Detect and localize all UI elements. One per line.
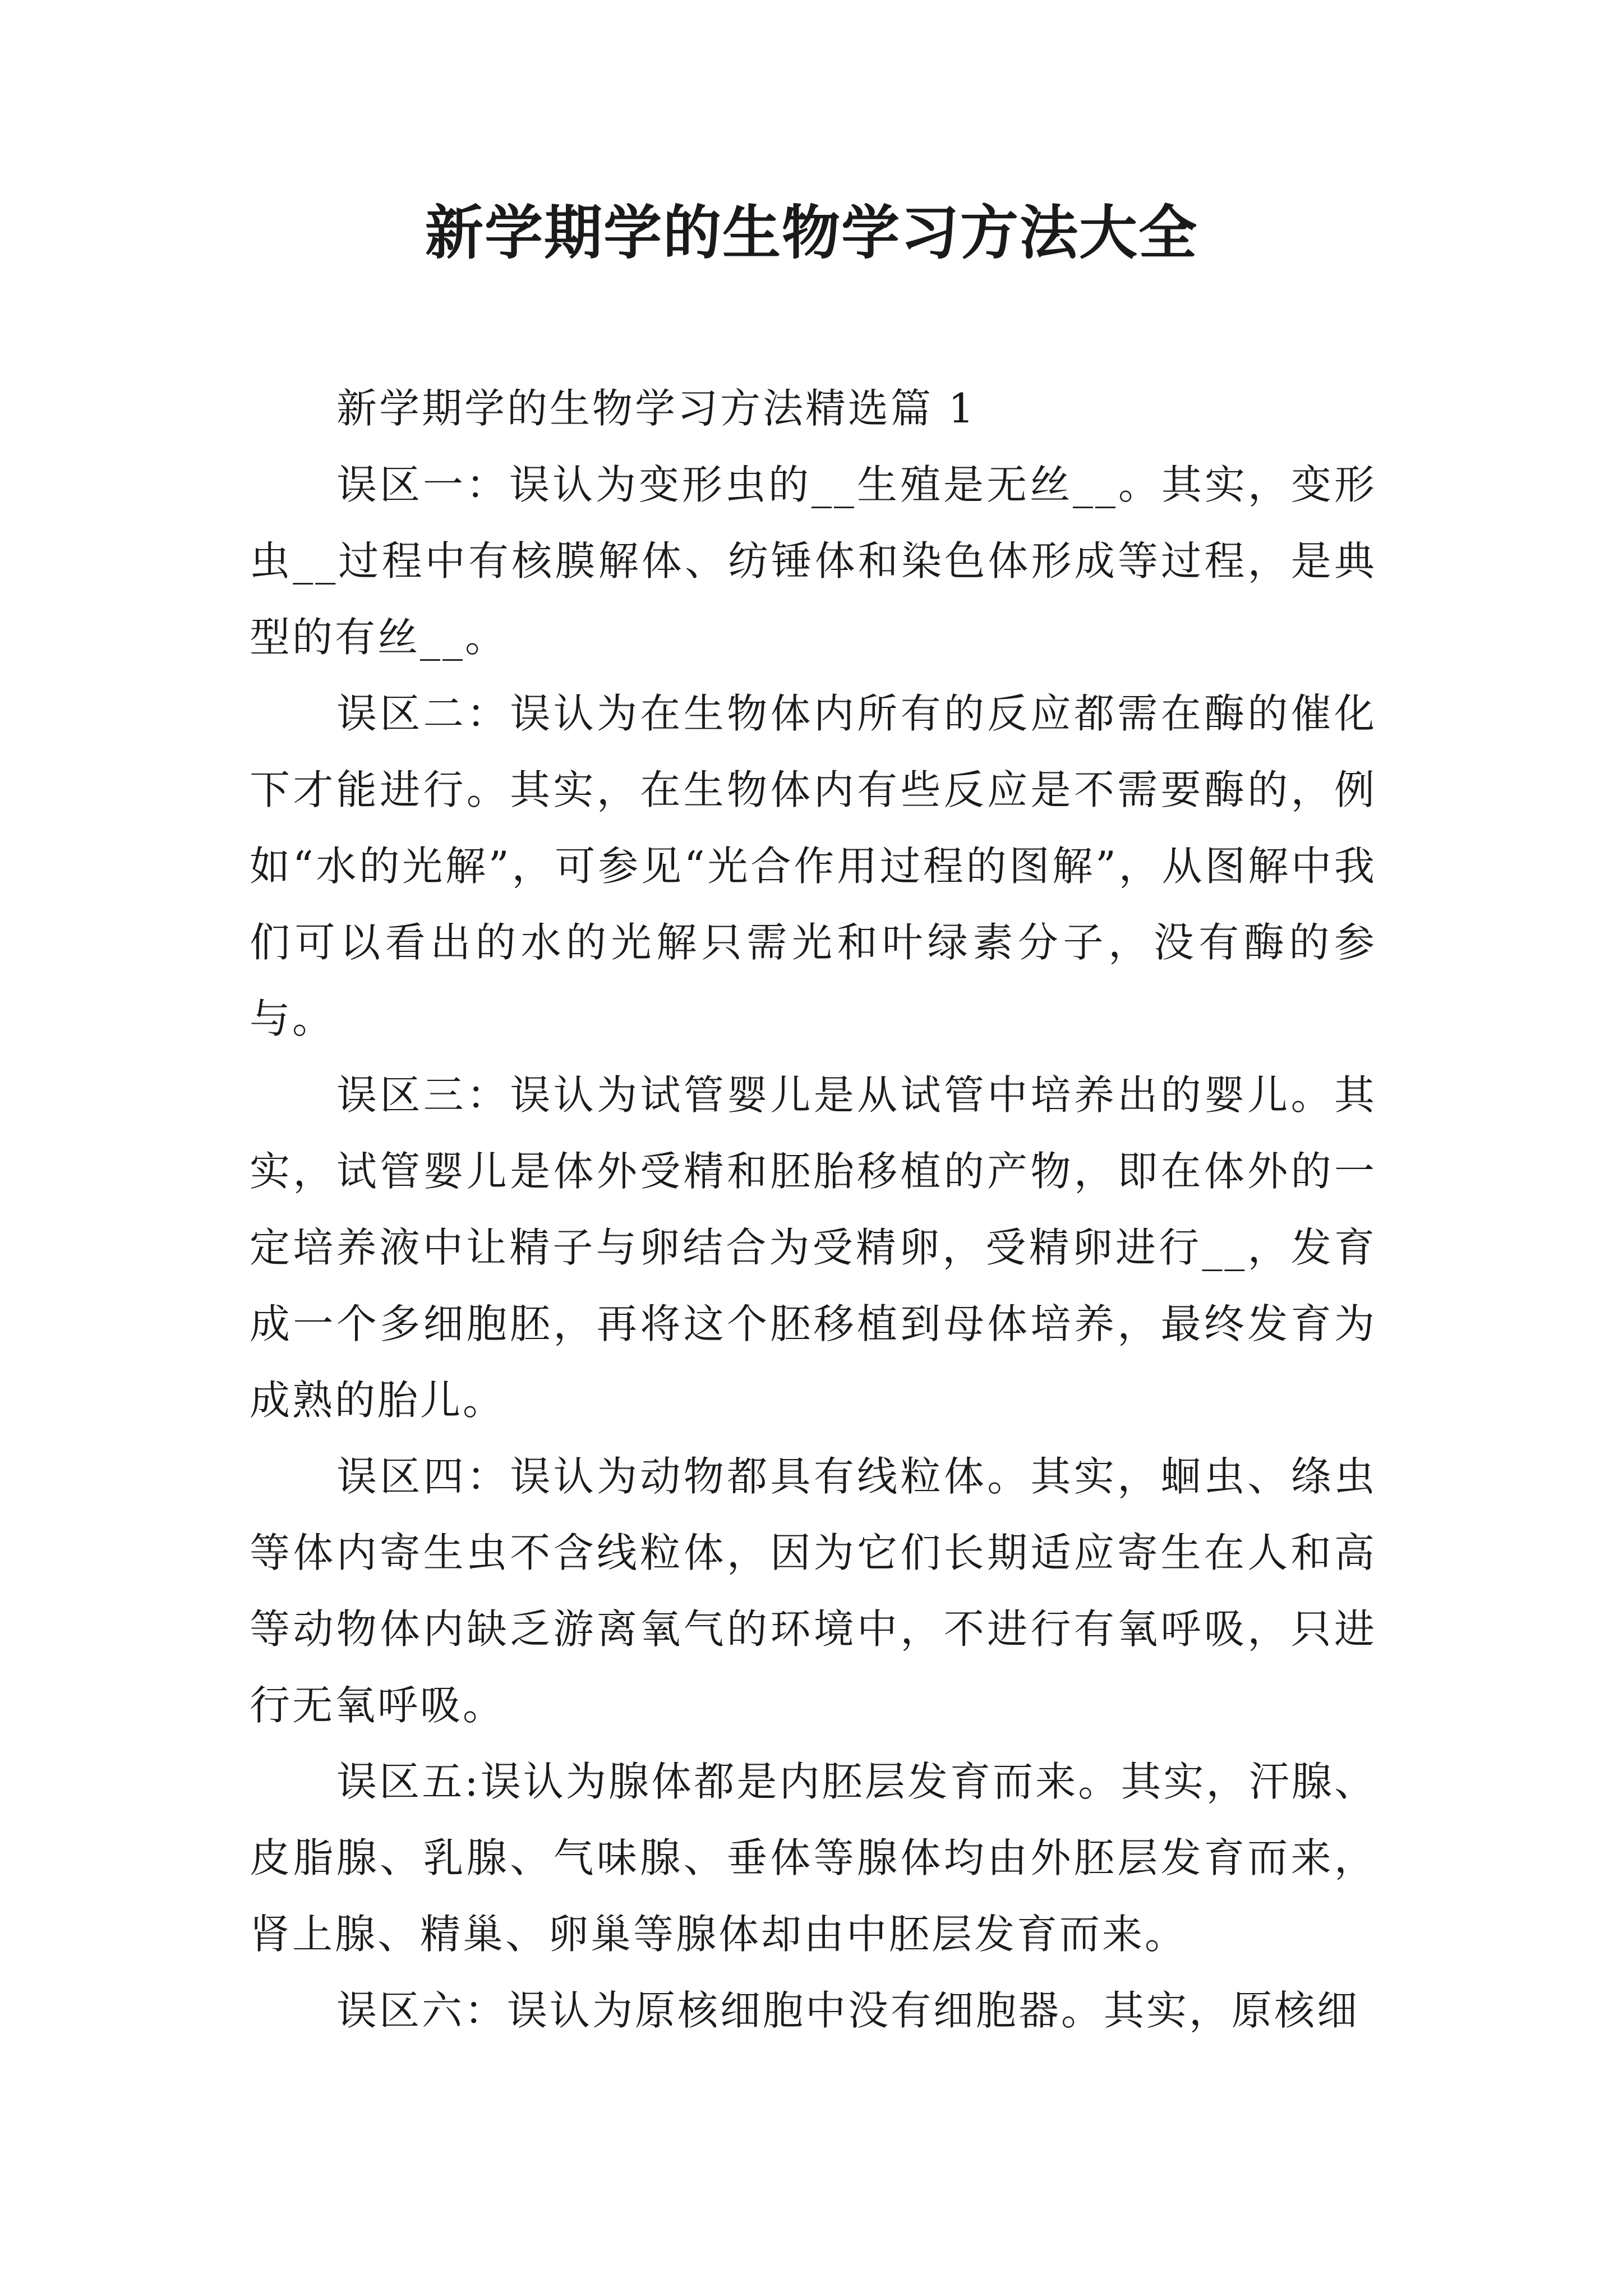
paragraph-misconception-3: 误区三：误认为试管婴儿是从试管中培养出的婴儿。其实，试管婴儿是体外受精和胚胎移植的产物，即在体外的一定培养液中让精子与卵结合为受精卵，受精卵进行__，发育成一个多细胞胚，再将这个胚移植到母体培养，最终发育为成熟的胎儿。 bbox=[250, 1071, 1377, 1424]
paragraph-misconception-2: 误区二：误认为在生物体内所有的反应都需在酶的催化下才能进行。其实，在生物体内有些反应是不需要酶的，例如“水的光解”，可参见“光合作用过程的图解”，从图解中我们可以看出的水的光解只需光和叶绿素分子，没有酶的参与。 bbox=[250, 690, 1377, 1042]
paragraph-misconception-5: 误区五:误认为腺体都是内胚层发育而来。其实，汗腺、皮脂腺、乳腺、气味腺、垂体等腺体均由外胚层发育而来，肾上腺、精巢、卵巢等腺体却由中胚层发育而来。 bbox=[250, 1758, 1377, 1958]
document-title: 新学期学的生物学习方法大全 bbox=[425, 198, 1198, 267]
paragraph-section-heading: 新学期学的生物学习方法精选篇 1 bbox=[336, 385, 976, 432]
document-body bbox=[250, 370, 1377, 2049]
paragraph-misconception-6: 误区六：误认为原核细胞中没有细胞器。其实，原核细 bbox=[336, 1987, 1360, 2034]
paragraph-misconception-1: 误区一：误认为变形虫的__生殖是无丝__。其实，变形虫__过程中有核膜解体、纺锤体和染色体形成等过程，是典型的有丝__。 bbox=[250, 461, 1377, 661]
paragraph-misconception-4: 误区四：误认为动物都具有线粒体。其实，蛔虫、绦虫等体内寄生虫不含线粒体，因为它们长期适应寄生在人和高等动物体内缺乏游离氧气的环境中，不进行有氧呼吸，只进行无氧呼吸。 bbox=[250, 1453, 1377, 1729]
